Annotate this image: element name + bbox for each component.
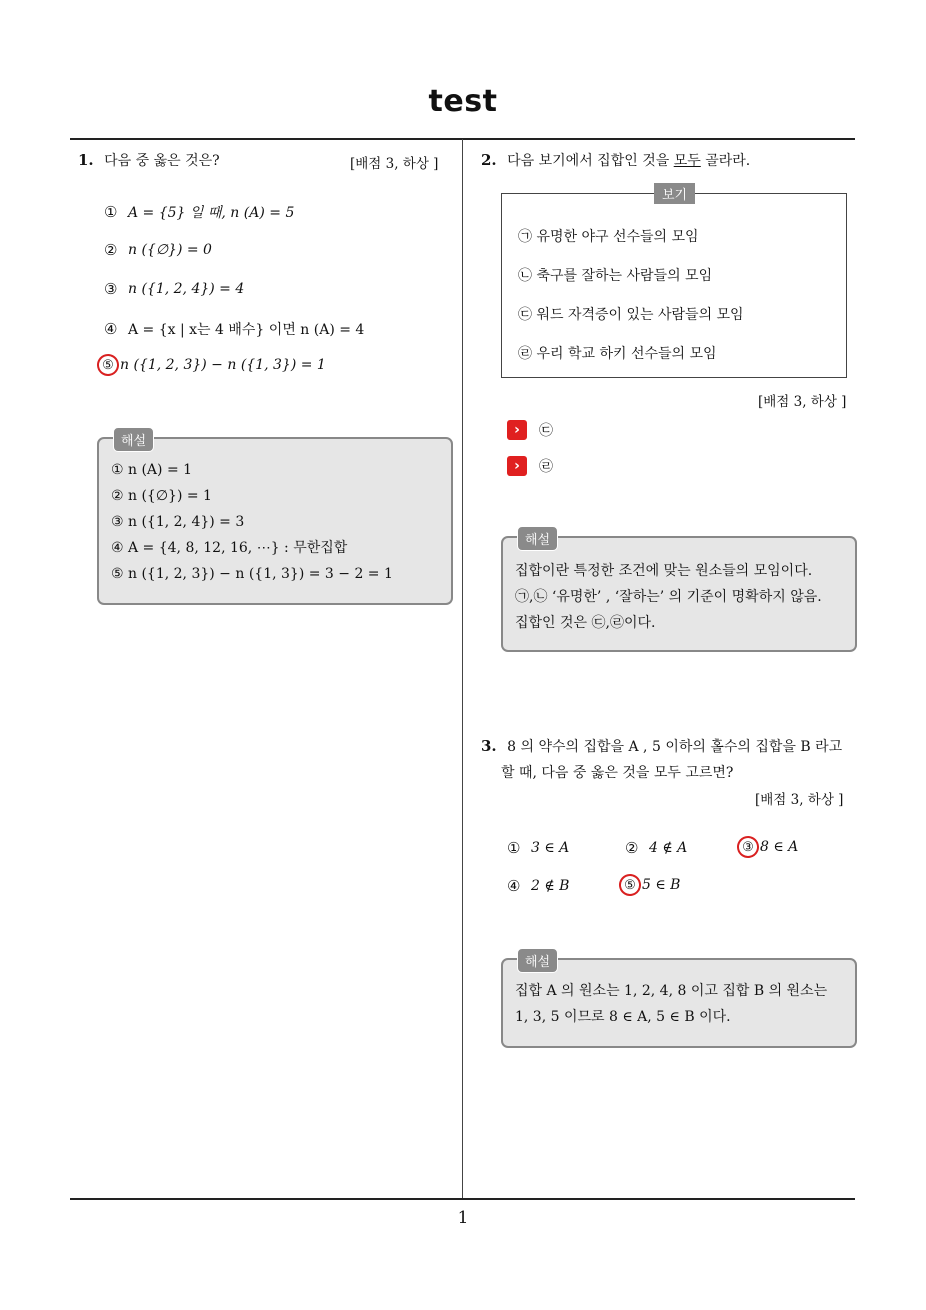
option-number: ① — [507, 839, 521, 857]
column-divider — [462, 139, 463, 1199]
option-text: 5 ∈ B — [642, 877, 681, 893]
bogi-item: ㉠ 유명한 야구 선수들의 모임 — [518, 229, 699, 245]
question-1-header — [78, 150, 220, 170]
question-number: 2. — [481, 151, 497, 169]
page-number: 1 — [457, 1208, 469, 1228]
question-number: 1. — [78, 151, 94, 169]
answer-mark-circle — [95, 352, 121, 378]
q3-option-4[interactable] — [507, 877, 569, 895]
q3-option-1[interactable] — [507, 839, 569, 857]
option-number: ③ — [104, 280, 118, 298]
bogi-box — [501, 188, 847, 378]
q3-option-5[interactable] — [622, 874, 680, 896]
q3-explanation-box — [501, 955, 857, 1048]
q2-explanation-box — [501, 533, 857, 652]
q1-option-2[interactable] — [104, 241, 212, 259]
chevron-right-icon: › — [507, 420, 527, 440]
answer-text: ㉣ — [539, 459, 553, 475]
explanation-line: 집합인 것은 ㉢,㉣이다. — [515, 615, 656, 631]
question-text: 골라라. — [700, 153, 751, 169]
explanation-line: 1, 3, 5 이므로 8 ∈ A, 5 ∈ B 이다. — [515, 1009, 731, 1025]
q1-option-3[interactable] — [104, 280, 244, 298]
option-text: 8 ∈ A — [760, 839, 799, 855]
option-number: ① — [104, 203, 118, 221]
option-number: ③ — [742, 839, 754, 855]
explanation-line: ⑤ n ({1, 2, 3}) − n ({1, 3}) = 3 − 2 = 1 — [111, 566, 393, 582]
option-number: ② — [104, 241, 118, 259]
q2-answer-2 — [507, 456, 553, 476]
bottom-rule — [70, 1198, 855, 1200]
q1-explanation-box — [97, 434, 453, 605]
option-text: 3 ∈ A — [531, 840, 570, 856]
question-2-score: [배점 3, 하상 ] — [758, 394, 847, 410]
explanation-line: ③ n ({1, 2, 4}) = 3 — [111, 514, 245, 530]
bogi-label: 보기 — [654, 183, 695, 204]
explanation-label: 해설 — [517, 948, 558, 973]
option-text: n ({1, 2, 3}) − n ({1, 3}) = 1 — [120, 357, 326, 373]
chevron-right-icon: › — [507, 456, 527, 476]
explanation-label: 해설 — [113, 427, 154, 452]
question-text-underlined: 모두 — [673, 153, 701, 169]
document-title: test — [428, 84, 498, 119]
explanation-line: ㉠,㉡ ‘유명한’ , ‘잘하는’ 의 기준이 명확하지 않음. — [515, 589, 822, 605]
q3-option-3[interactable] — [740, 836, 798, 858]
answer-mark-circle — [735, 834, 761, 860]
question-text: 다음 보기에서 집합인 것을 — [507, 153, 674, 169]
question-3-text-line2: 할 때, 다음 중 옳은 것을 모두 고르면? — [501, 765, 734, 781]
question-2-header — [481, 150, 750, 170]
question-1-score: [배점 3, 하상 ] — [350, 156, 439, 172]
explanation-line: ② n ({∅}) = 1 — [111, 488, 212, 504]
option-number: ② — [625, 839, 639, 857]
question-3-score: [배점 3, 하상 ] — [755, 792, 844, 808]
option-text: n ({1, 2, 4}) = 4 — [128, 281, 245, 297]
answer-text: ㉢ — [539, 423, 553, 439]
option-text: A = {x | x는 4 배수} 이면 n (A) = 4 — [128, 322, 365, 338]
question-text: 다음 중 옳은 것은? — [104, 153, 220, 169]
question-number: 3. — [481, 737, 497, 755]
bogi-item: ㉡ 축구를 잘하는 사람들의 모임 — [518, 268, 713, 284]
explanation-label: 해설 — [517, 526, 558, 551]
option-text: A = {5} 일 때, n (A) = 5 — [128, 205, 295, 221]
option-number: ⑤ — [102, 357, 114, 373]
option-text: n ({∅}) = 0 — [128, 242, 212, 258]
q3-option-2[interactable] — [625, 839, 687, 857]
explanation-line: ④ A = {4, 8, 12, 16, ⋯} : 무한집합 — [111, 540, 348, 556]
option-text: 2 ∉ B — [531, 878, 570, 894]
explanation-line: ① n (A) = 1 — [111, 462, 193, 478]
option-number: ⑤ — [624, 877, 636, 893]
q2-answer-1 — [507, 420, 553, 440]
bogi-item: ㉢ 워드 자격증이 있는 사람들의 모임 — [518, 307, 744, 323]
explanation-line: 집합 A 의 원소는 1, 2, 4, 8 이고 집합 B 의 원소는 — [515, 983, 828, 999]
answer-mark-circle — [617, 872, 643, 898]
q1-option-1[interactable] — [104, 202, 294, 222]
explanation-line: 집합이란 특정한 조건에 맞는 원소들의 모임이다. — [515, 563, 813, 579]
q1-option-5[interactable] — [100, 354, 326, 376]
bogi-item: ㉣ 우리 학교 하키 선수들의 모임 — [518, 346, 717, 362]
q1-option-4[interactable] — [104, 319, 364, 339]
option-number: ④ — [507, 877, 521, 895]
question-text: 8 의 약수의 집합을 A , 5 이하의 홀수의 집합을 B 라고 — [507, 739, 843, 755]
option-number: ④ — [104, 320, 118, 338]
option-text: 4 ∉ A — [649, 840, 688, 856]
question-3-header — [481, 736, 842, 756]
